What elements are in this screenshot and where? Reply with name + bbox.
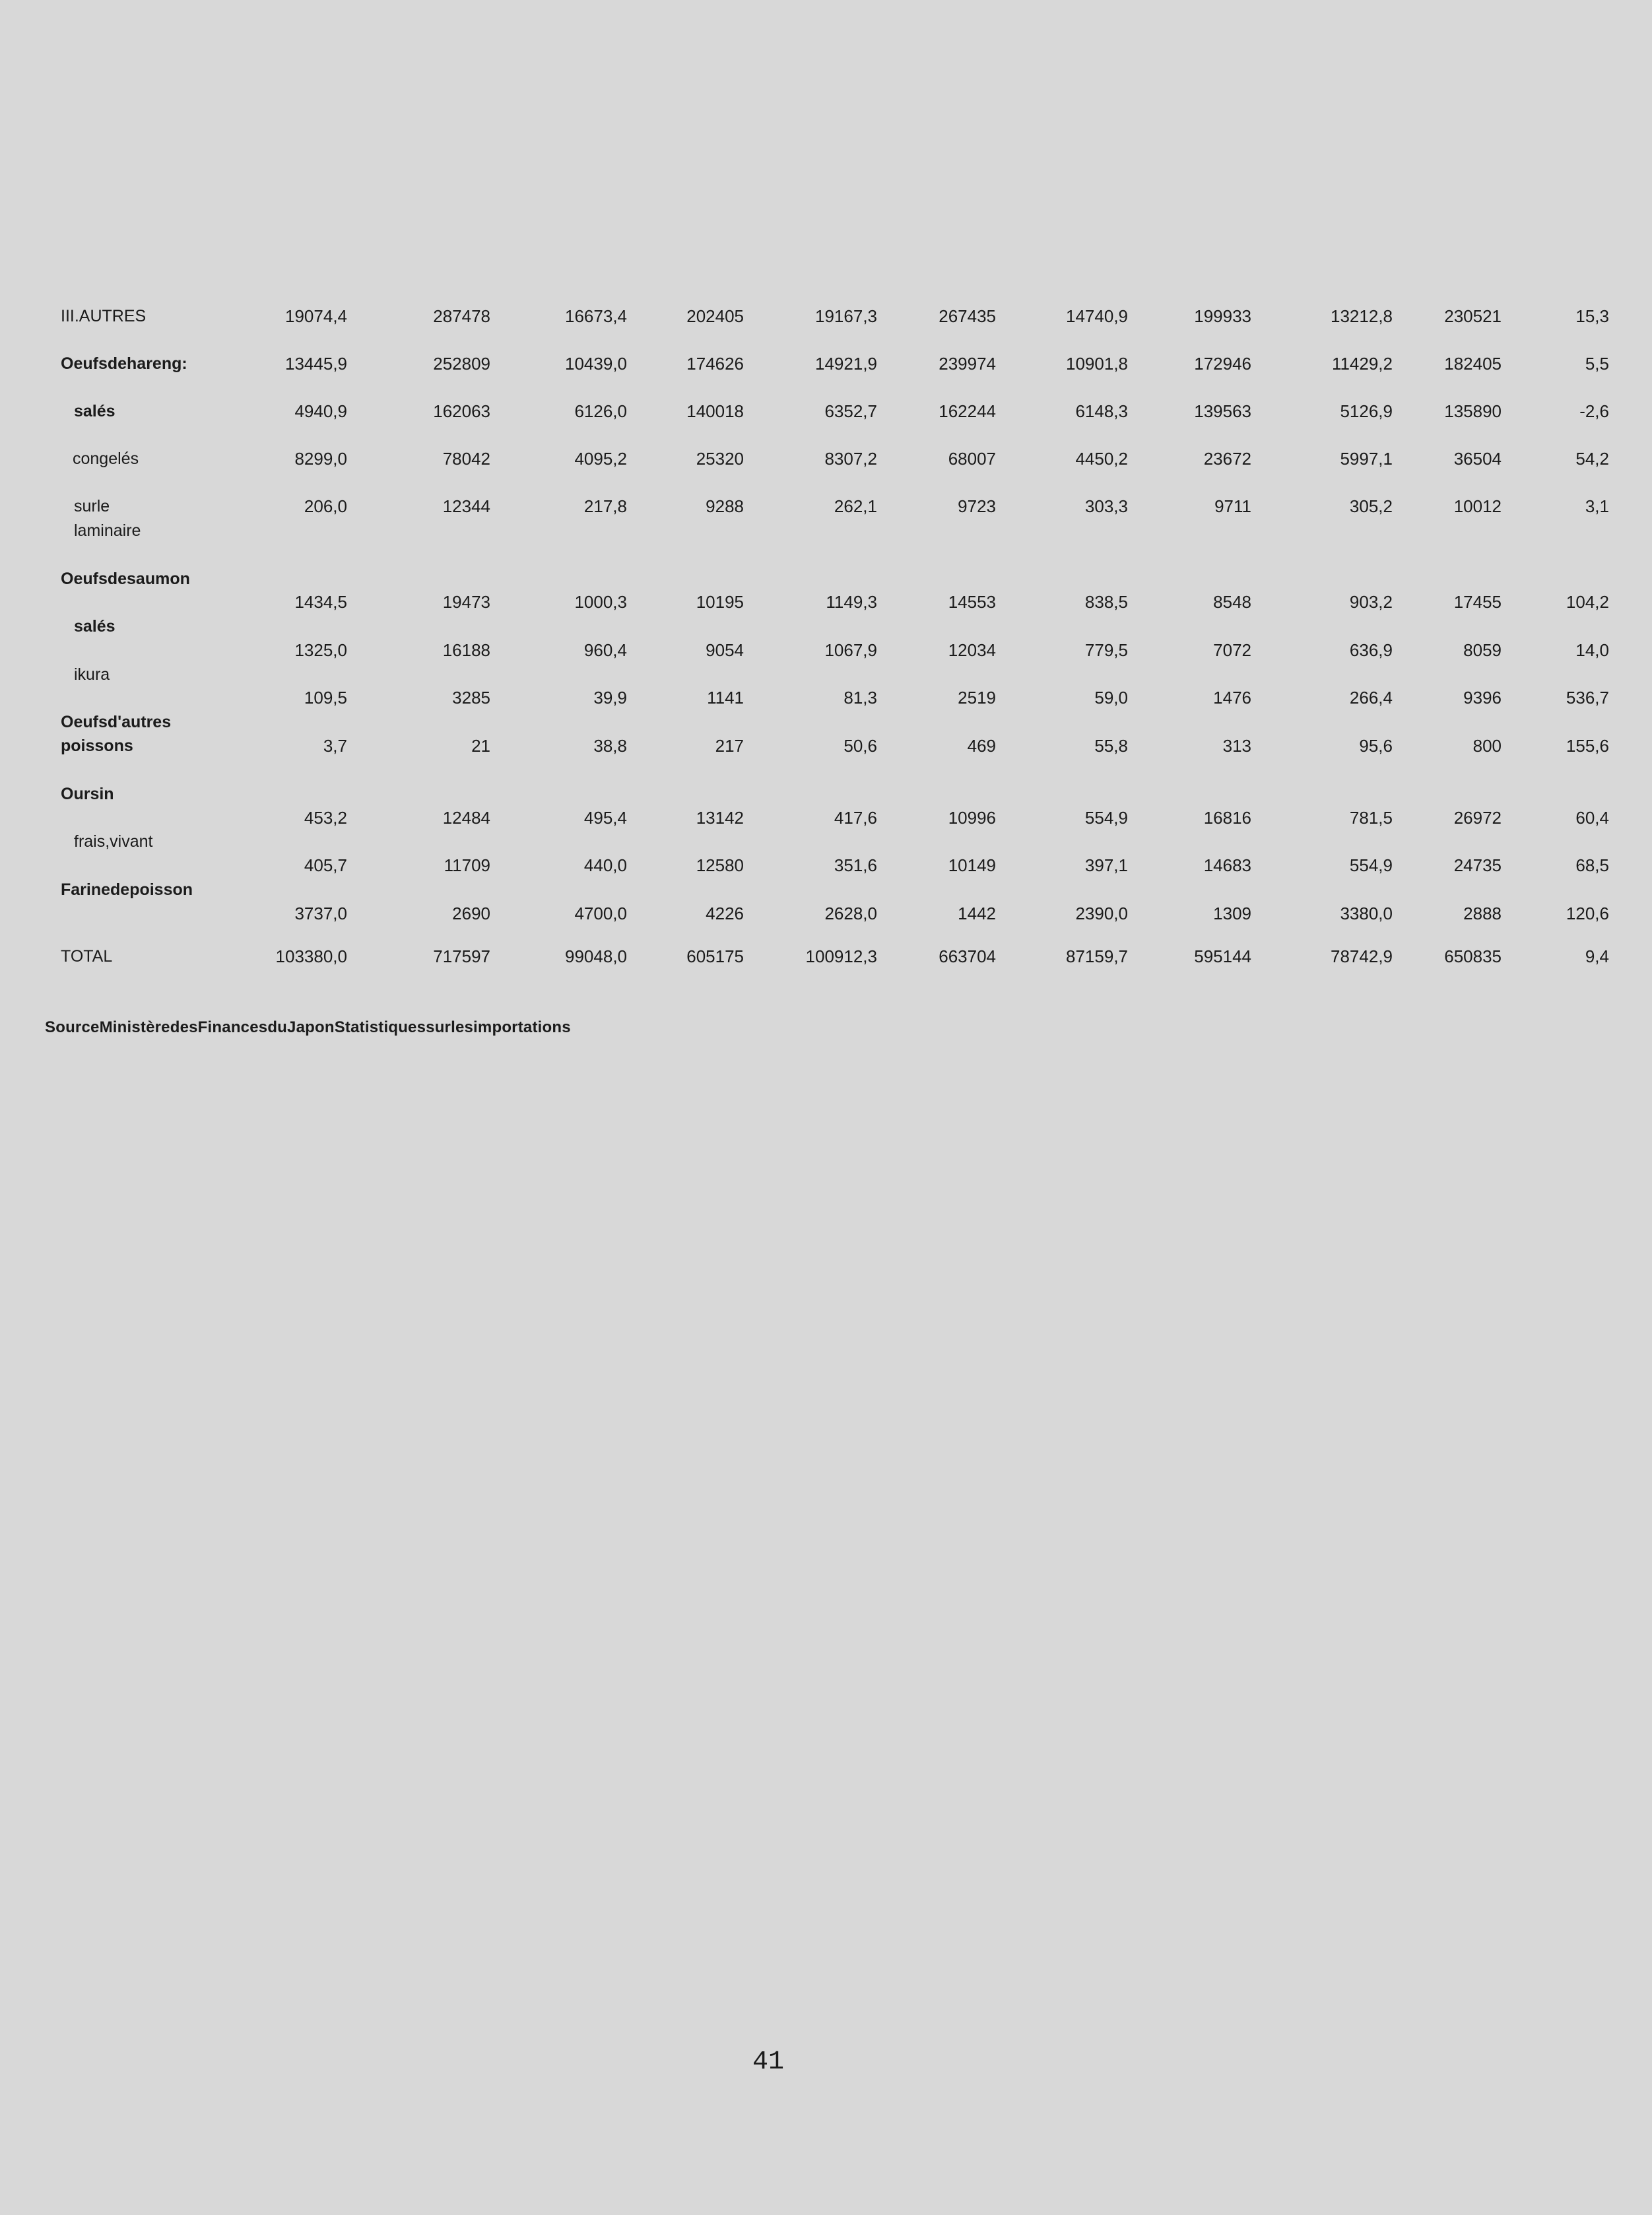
table-cell: 605175 [686,946,744,966]
table-cell: 217,8 [583,496,627,516]
table-cell: 36504 [1453,449,1502,469]
table-row [0,855,1652,881]
table-cell: 174626 [686,354,744,374]
table-cell: 109,5 [304,688,347,708]
table-cell: -2,6 [1579,401,1609,421]
table-cell: 266,4 [1349,688,1393,708]
table-cell: 7072 [1213,640,1251,660]
table-cell: 1434,5 [294,592,347,612]
table-row [0,903,1652,929]
side-label: salés [74,617,116,636]
table-cell: 23672 [1203,449,1251,469]
table-cell: 663704 [939,946,996,966]
table-cell: 2888 [1463,904,1502,923]
table-cell: 202405 [686,306,744,326]
table-cell: 262,1 [834,496,877,516]
table-cell: 19167,3 [815,306,877,326]
table-cell: 1476 [1213,688,1251,708]
table-cell: 3,1 [1585,496,1609,516]
table-cell: 267435 [939,306,996,326]
table-cell: 4095,2 [574,449,627,469]
table-cell: 1309 [1213,904,1251,923]
table-cell: 9711 [1214,496,1251,516]
side-label: frais,vivant [74,832,153,851]
table-cell: 8299,0 [294,449,347,469]
table-cell: 9396 [1463,688,1502,708]
table-row [0,496,1652,522]
table-cell: 21 [471,736,490,756]
table-cell: 16673,4 [565,306,627,326]
table-cell: 103380,0 [275,946,347,966]
table-cell: 903,2 [1349,592,1393,612]
table-cell: 5,5 [1585,354,1609,374]
table-cell: 595144 [1194,946,1251,966]
table-cell: 397,1 [1084,855,1128,875]
table-cell: 2628,0 [824,904,877,923]
table-cell: 39,9 [593,688,627,708]
table-cell: 650835 [1444,946,1502,966]
table-cell: 10996 [948,808,996,828]
table-row [0,353,1652,380]
table-cell: 252809 [433,354,490,374]
table-cell: 60,4 [1575,808,1609,828]
table-cell: 1000,3 [574,592,627,612]
table-cell: 14921,9 [815,354,877,374]
table-cell: 95,6 [1359,736,1393,756]
table-cell: 16816 [1203,808,1251,828]
table-row [0,591,1652,618]
table-cell: 206,0 [304,496,347,516]
table-cell: 12484 [442,808,490,828]
table-cell: 536,7 [1566,688,1609,708]
table-cell: 24735 [1453,855,1502,875]
table-cell: 2390,0 [1075,904,1128,923]
table-cell: 11709 [444,855,490,875]
side-label: Oeufsd'autres [61,713,172,731]
table-cell: 14553 [948,592,996,612]
table-cell: 135890 [1444,401,1502,421]
table-cell: 162063 [433,401,490,421]
table-cell: 4226 [706,904,744,923]
table-cell: 14,0 [1575,640,1609,660]
table-cell: 139563 [1194,401,1251,421]
row-label-continuation: laminaire [74,521,141,540]
table-cell: 313 [1222,736,1251,756]
table-cell: 50,6 [843,736,877,756]
table-cell: 11429,2 [1331,354,1393,374]
table-cell: 12344 [442,496,490,516]
table-cell: 1067,9 [824,640,877,660]
source-note: SourceMinistèredesFinancesduJaponStatistiquessurlesimportations [45,1018,571,1036]
row-label: TOTAL [61,947,113,966]
page-number: 41 [752,2047,785,2077]
side-label: ikura [74,665,110,684]
table-cell: 554,9 [1084,808,1128,828]
table-cell: 16188 [442,640,490,660]
table-cell: 38,8 [593,736,627,756]
table-cell: 140018 [686,401,744,421]
table-cell: 636,9 [1349,640,1393,660]
table-cell: 25320 [696,449,744,469]
table-cell: 405,7 [304,855,347,875]
table-cell: 10439,0 [565,354,627,374]
table-cell: 87159,7 [1066,946,1128,966]
row-label: Oeufsdehareng: [61,354,187,373]
table-cell: 469 [967,736,996,756]
table-cell: 303,3 [1084,496,1128,516]
table-cell: 1442 [958,904,996,923]
table-cell: 13445,9 [285,354,347,374]
table-cell: 26972 [1453,808,1502,828]
table-row [0,807,1652,834]
row-label: III.AUTRES [61,307,147,325]
table-cell: 12580 [696,855,744,875]
table-cell: 54,2 [1575,449,1609,469]
table-row [0,735,1652,762]
table-cell: 554,9 [1349,855,1393,875]
table-cell: 68,5 [1575,855,1609,875]
table-cell: 8548 [1213,592,1251,612]
table-cell: 781,5 [1349,808,1393,828]
table-cell: 10901,8 [1066,354,1128,374]
table-row [0,401,1652,427]
table-cell: 8059 [1463,640,1502,660]
table-cell: 12034 [948,640,996,660]
table-cell: 13212,8 [1331,306,1393,326]
table-cell: 10012 [1453,496,1502,516]
table-cell: 155,6 [1566,736,1609,756]
table-cell: 104,2 [1566,592,1609,612]
table-cell: 59,0 [1094,688,1128,708]
table-cell: 4940,9 [294,401,347,421]
table-cell: 120,6 [1566,904,1609,923]
table-cell: 17455 [1453,592,1502,612]
table-cell: 230521 [1444,306,1502,326]
side-label: Oursin [61,785,114,803]
table-cell: 4450,2 [1075,449,1128,469]
table-cell: 15,3 [1575,306,1609,326]
table-cell: 3,7 [323,736,347,756]
table-cell: 217 [715,736,744,756]
side-label: poissons [61,737,133,755]
row-label: surle [74,497,110,515]
table-row [0,687,1652,713]
table-cell: 81,3 [843,688,877,708]
table-cell: 19074,4 [285,306,347,326]
table-row [0,640,1652,666]
table-cell: 100912,3 [805,946,877,966]
side-label: Oeufsdesaumon [61,570,190,588]
table-cell: 239974 [939,354,996,374]
table-cell: 78742,9 [1331,946,1393,966]
table-cell: 5997,1 [1340,449,1393,469]
table-cell: 9723 [958,496,996,516]
table-cell: 6148,3 [1075,401,1128,421]
table-cell: 717597 [433,946,490,966]
table-cell: 199933 [1194,306,1251,326]
table-cell: 162244 [939,401,996,421]
table-cell: 1325,0 [294,640,347,660]
table-cell: 3737,0 [294,904,347,923]
table-cell: 78042 [442,449,490,469]
table-cell: 800 [1472,736,1502,756]
table-cell: 3380,0 [1340,904,1393,923]
table-cell: 417,6 [834,808,877,828]
table-row [0,306,1652,332]
table-cell: 453,2 [304,808,347,828]
table-cell: 960,4 [583,640,627,660]
table-cell: 305,2 [1349,496,1393,516]
table-cell: 351,6 [834,855,877,875]
table-cell: 1141 [707,688,744,708]
table-cell: 4700,0 [574,904,627,923]
table-cell: 2690 [452,904,490,923]
table-cell: 440,0 [583,855,627,875]
table-row-total [0,946,1652,972]
table-cell: 172946 [1194,354,1251,374]
table-cell: 838,5 [1084,592,1128,612]
table-cell: 9288 [706,496,744,516]
table-cell: 99048,0 [565,946,627,966]
table-cell: 495,4 [583,808,627,828]
table-cell: 14740,9 [1066,306,1128,326]
table-cell: 779,5 [1084,640,1128,660]
table-cell: 3285 [452,688,490,708]
table-cell: 8307,2 [824,449,877,469]
table-cell: 9054 [706,640,744,660]
table-cell: 2519 [958,688,996,708]
table-row [0,448,1652,475]
row-label: congelés [73,449,139,468]
table-cell: 5126,9 [1340,401,1393,421]
table-cell: 287478 [433,306,490,326]
row-label: salés [74,402,116,420]
table-cell: 9,4 [1585,946,1609,966]
table-cell: 10149 [948,855,996,875]
side-label: Farinedepoisson [61,880,193,899]
table-cell: 10195 [696,592,744,612]
table-cell: 55,8 [1094,736,1128,756]
table-cell: 6352,7 [824,401,877,421]
table-cell: 14683 [1203,855,1251,875]
table-cell: 1149,3 [826,592,877,612]
table-cell: 19473 [442,592,490,612]
table-cell: 6126,0 [574,401,627,421]
table-cell: 13142 [696,808,744,828]
table-cell: 68007 [948,449,996,469]
table-cell: 182405 [1444,354,1502,374]
